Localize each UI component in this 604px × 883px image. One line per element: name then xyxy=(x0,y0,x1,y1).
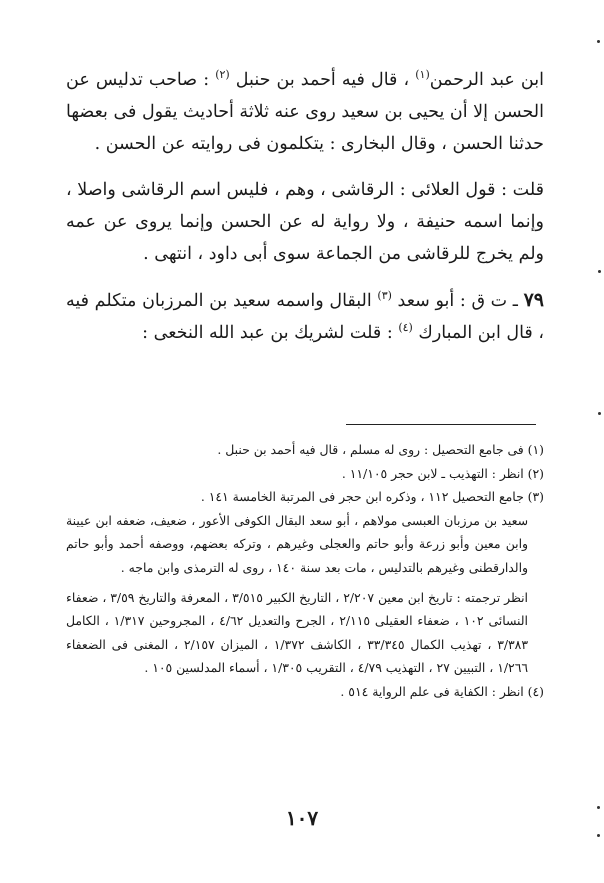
page-number: ١٠٧ xyxy=(285,806,319,830)
para1-start: ابن عبد الرحمن xyxy=(429,70,544,90)
paragraph-1 xyxy=(66,64,544,160)
entry-number: ٧٩ xyxy=(523,289,544,311)
para1-rest: : صاحب تدليس عن الحسن إلا أن يحيى بن سعيد روى عنه ثلاثة أحاديث يقول فى بعضها حدثنا الحسن ، وقال البخارى : يتكلمون فى روايته عن الحسن . xyxy=(66,70,544,154)
footnotes xyxy=(66,438,544,704)
footnote-ref-1: (١) xyxy=(415,68,430,82)
scan-speck xyxy=(598,412,601,415)
footnote-3-body: سعيد بن مرزبان العبسى مولاهم ، أبو سعد البقال الكوفى الأعور ، ضعيف، ضعفه ابن عيينة وابن معين وأبو زرعة وأبو حاتم والعجلى وغيرهم ، وتركه بعضهم، ووصفه أحمد وأبو حاتم والدارقطنى وغيرهم بالتدليس ، مات بعد سنة ١٤٠ ، روى له الترمذى وابن ماجه . xyxy=(66,512,528,575)
para1-middle: ، قال فيه أحمد بن حنبل xyxy=(229,70,416,90)
footnote-2: (٢) انظر : التهذيب ـ لابن حجر ١١/١٠٥ . xyxy=(341,465,544,481)
main-text xyxy=(66,64,544,349)
footnote-1: (١) فى جامع التحصيل : روى له مسلم ، قال فيه أحمد بن حنبل . xyxy=(217,442,544,457)
footnote-ref-2: (٢) xyxy=(215,68,230,82)
footnote-separator xyxy=(346,424,536,425)
entry-text-b: البقال واسمه سعيد بن المرزبان متكلم فيه ، قال ابن المبارك xyxy=(66,291,544,343)
entry-text-c: : قلت لشريك بن عبد الله النخعى : xyxy=(142,323,399,343)
scan-speck xyxy=(598,270,601,273)
scan-speck xyxy=(597,806,600,809)
footnote-ref-3: (٣) xyxy=(377,289,392,303)
scan-speck xyxy=(597,40,600,43)
footnote-3: (٣) جامع التحصيل ١١٢ ، وذكره ابن حجر فى المرتبة الخامسة ١٤١ . xyxy=(200,489,544,505)
entry-79 xyxy=(66,284,544,349)
paragraph-2: قلت : قول العلائى : الرقاشى ، وهم ، فليس اسم الرقاشى واصلا ، وإنما اسمه حنيفة ، ولا رواية له عن الحسن وإنما يروى عن عمه ولم يخرج للرقاشى من الجماعة سوى أبى داود ، انتهى . xyxy=(66,180,544,264)
footnote-4: (٤) انظر : الكفاية فى علم الرواية ٥١٤ . xyxy=(340,683,544,699)
footnote-3-references: انظر ترجمته : تاريخ ابن معين ٢/٢٠٧ ، التاريخ الكبير ٣/٥١٥ ، المعرفة والتاريخ ٣/٥٩ ، ضعفاء النسائى ١٠٢ ، ضعفاء العقيلى ٢/١١٥ ، الجرح والتعديل ٤/٦٢ ، المجروحين ١/٣١٧ ، الكامل ٣/٣٨٣ ، تهذيب الكمال ٣٣/٣٤٥ ، الكاشف ١/٣٧٢ ، الميزان ٢/١٥٧ ، المغنى فى الضعفاء ١/٢٦٦ ، التبيين ٢٧ ، التهذيب ٤/٧٩ ، التقريب ١/٣٠٥ ، أسماء المدلسين ١٠٥ . xyxy=(66,589,529,676)
scan-speck xyxy=(597,834,600,837)
entry-text-a: ـ ت ق : أبو سعد xyxy=(391,291,524,311)
footnote-ref-4: (٤) xyxy=(398,321,413,335)
